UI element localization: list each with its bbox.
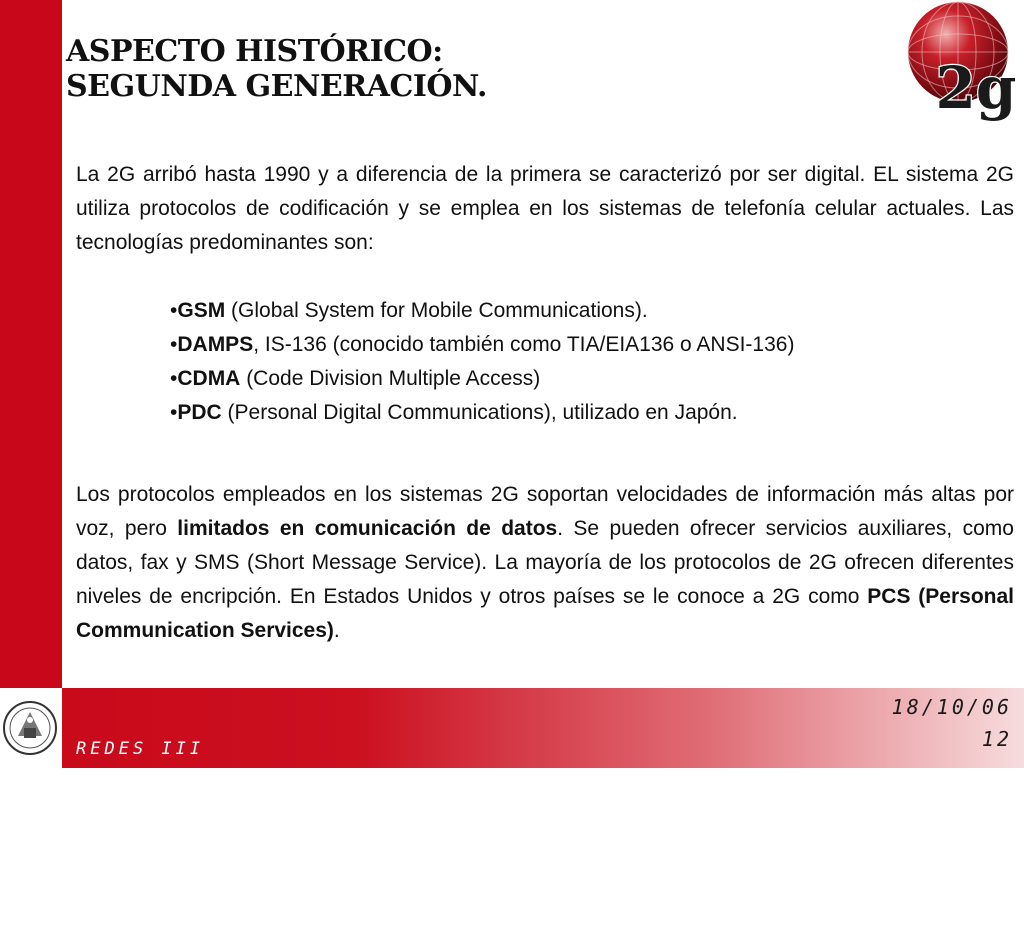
para2-text-c: . [333,619,340,642]
title-line-1: ASPECTO HISTÓRICO: [66,34,443,69]
para2-text-a: Los protocolos empleados en los sistemas 2G soportan velocidades de información más altas por voz, pero [76,483,1014,540]
logo-text: 2g [935,54,1017,122]
footer-line-1: REDES III [76,739,205,759]
footer-date: 18/10/06 [891,695,1012,719]
slide-title [66,34,487,104]
title-line-2: SEGUNDA GENERACIÓN. [66,69,487,104]
technology-list [170,294,794,430]
page-number: 12 [981,727,1012,751]
bullet-term: PDC [177,401,222,424]
university-seal-icon [0,688,62,768]
list-item: •PDC (Personal Digital Communications), utilizado en Japón. [170,401,738,424]
footer-course-text [76,694,375,936]
protocols-paragraph [76,478,1014,648]
footer-bar [0,688,1024,891]
bullet-term: CDMA [177,367,241,390]
bullet-term: DAMPS [177,333,254,356]
list-item: •DAMPS, IS-136 (conocido también como TIA/EIA136 o ANSI-136) [170,333,795,356]
para2-bold-a: limitados en comunicación de datos [177,517,558,540]
bullet-desc: , IS-136 (conocido también como TIA/EIA136 o ANSI-136) [253,333,795,356]
para2-bold-b: PCS (Personal Communication Services) [76,585,1015,642]
bullet-desc: (Code Division Multiple Access) [240,367,541,390]
bullet-term: GSM [177,299,226,322]
bullet-desc: (Personal Digital Communications), utilizado en Japón. [221,401,738,424]
footer-line-2: TECNOLOGÍA DE TERCERA [76,805,375,825]
globe-2g-logo [904,0,1024,122]
list-item: •GSM (Global System for Mobile Communications). [170,299,648,322]
intro-paragraph: La 2G arribó hasta 1990 y a diferencia de la primera se caracterizó por ser digital. EL sistema 2G utiliza protocolos de codificación y se emplea en los sistemas de telefonía celular actuales. Las tecnologías predominantes son: [76,163,1014,254]
para2-text-b: . Se pueden ofrecer servicios auxiliares, como datos, fax y SMS (Short Message Service). La mayoría de los protocolos de 2G ofrecen diferentes niveles de encripción. En Estados Unidos y otros países se le conoce a 2G como [76,517,1014,608]
left-red-bar [0,0,62,688]
bullet-desc: (Global System for Mobile Communications). [225,299,648,322]
footer-line-3: GENERACIÓN PARA LA [76,871,333,891]
list-item: •CDMA (Code Division Multiple Access) [170,367,541,390]
